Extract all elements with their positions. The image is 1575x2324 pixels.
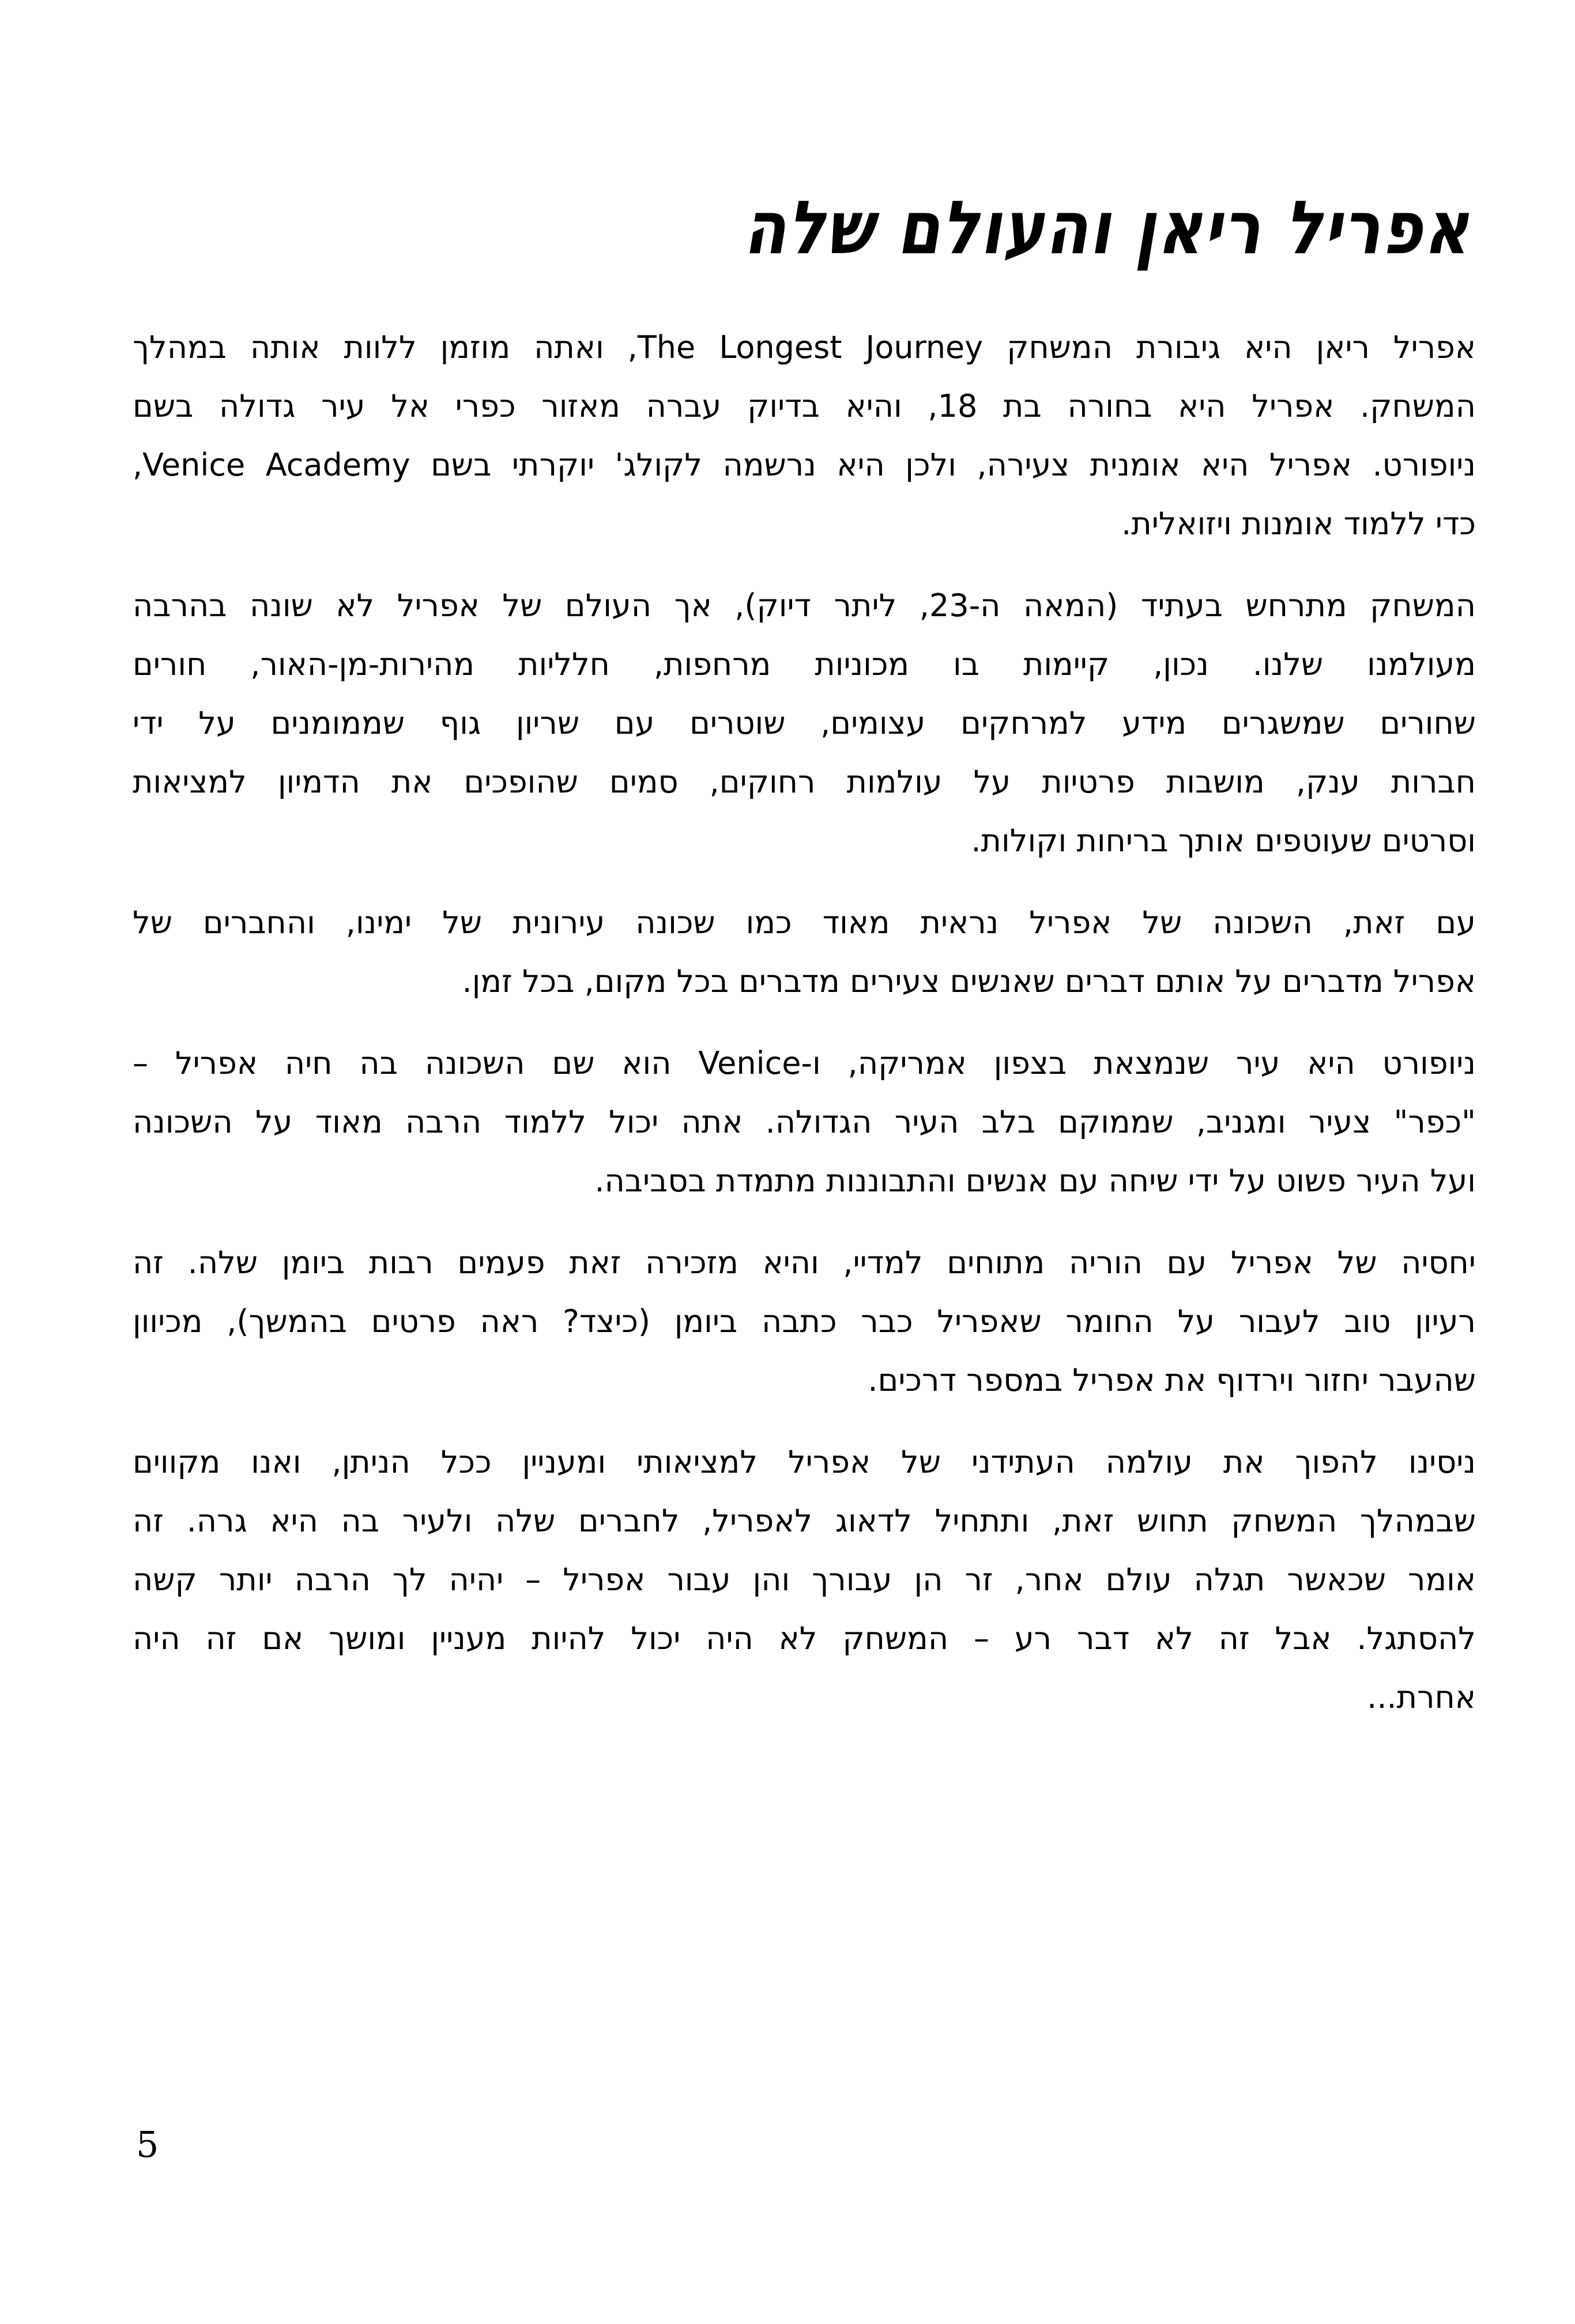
paragraph-5 (133, 1233, 1476, 1410)
text-line: אפריל מדברים על אותם דברים שאנשים צעירים מדברים בכל מקום, בכל זמן. (462, 963, 1476, 999)
text-line: שהעבר יחזור וירדוף את אפריל במספר דרכים. (868, 1362, 1476, 1398)
text-line: יחסיה של אפריל עם הוריה מתוחים למדיי, והיא מזכירה זאת פעמים רבות ביומן שלה. זה (133, 1244, 1476, 1281)
text-line: חברות ענק, מושבות פרטיות על עולמות רחוקים, סמים שהופכים את הדמיון למציאות (133, 764, 1476, 800)
text-line: שבמהלך המשחק תחוש זאת, ותתחיל לדאוג לאפריל, לחברים שלה ולעיר בה היא גרה. זה (133, 1503, 1476, 1539)
text-line: המשחק. אפריל היא בחורה בת 18, והיא בדיוק עברה מאזור כפרי אל עיר גדולה בשם (133, 388, 1476, 424)
text-line: כדי ללמוד אומנות ויזואלית. (1121, 505, 1476, 542)
text-line: להסתגל. אבל זה לא דבר רע – המשחק לא היה יכול להיות מעניין ומושך אם זה היה (133, 1620, 1476, 1657)
text-line: וסרטים שעוטפים אותך בריחות וקולות. (971, 823, 1476, 859)
text-line: מעולמנו שלנו. נכון, קיימות בו מכוניות מרחפות, חלליות מהירות-מן-האור, חורים (133, 646, 1476, 682)
page-number: 5 (136, 2123, 159, 2165)
text-line: אומר שכאשר תגלה עולם אחר, זר הן עבורך והן עבור אפריל – יהיה לך הרבה יותר קשה (133, 1561, 1476, 1598)
paragraph-3 (133, 893, 1476, 1011)
text-line: המשחק מתרחש בעתיד (המאה ה-23, ליתר דיוק), אך העולם של אפריל לא שונה בהרבה (133, 587, 1476, 624)
text-line: רעיון טוב לעבור על החומר שאפריל כבר כתבה ביומן (כיצד? ראה פרטים בהמשך), מכיוון (133, 1303, 1476, 1340)
paragraph-2 (133, 576, 1476, 870)
page-body (133, 318, 1476, 1727)
text-line: אפריל ריאן היא גיבורת המשחק The Longest Journey, ואתה מוזמן ללוות אותה במהלך (133, 329, 1476, 365)
paragraph-6 (133, 1433, 1476, 1727)
paragraph-1 (133, 318, 1476, 553)
text-line: שחורים שמשגרים מידע למרחקים עצומים, שוטרים עם שריון גוף שממומנים על ידי (133, 705, 1476, 741)
text-line: ניופורט. אפריל היא אומנית צעירה, ולכן היא נרשמה לקולג' יוקרתי בשם Venice Academy, (133, 447, 1476, 483)
page-title: אפריל ריאן והעולם שלה (743, 186, 1470, 271)
text-line: ועל העיר פשוט על ידי שיחה עם אנשים והתבוננות מתמדת בסביבה. (594, 1163, 1476, 1199)
text-line: "כפר" צעיר ומגניב, שממוקם בלב העיר הגדולה. אתה יכול ללמוד הרבה מאוד על השכונה (133, 1104, 1476, 1140)
text-line: ניסינו להפוך את עולמה העתידני של אפריל למציאותי ומעניין ככל הניתן, ואנו מקווים (133, 1444, 1476, 1480)
text-line: עם זאת, השכונה של אפריל נראית מאוד כמו שכונה עירונית של ימינו, והחברים של (133, 904, 1476, 941)
text-line: אחרת... (1367, 1679, 1476, 1715)
text-line: ניופורט היא עיר שנמצאת בצפון אמריקה, ו-Venice הוא שם השכונה בה חיה אפריל – (133, 1045, 1476, 1081)
paragraph-4 (133, 1034, 1476, 1210)
